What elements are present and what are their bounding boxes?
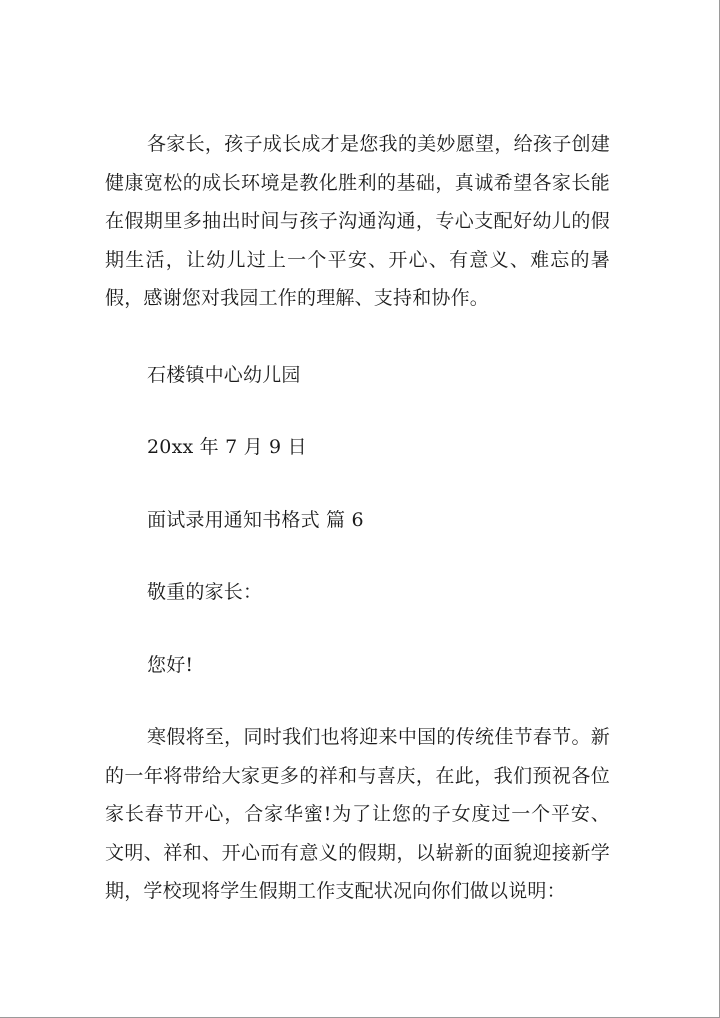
section-title: 面试录用通知书格式 篇 6 (147, 508, 364, 531)
document-body (105, 125, 610, 911)
closing-paragraph: 各家长，孩子成长成才是您我的美妙愿望，给孩子创建健康宽松的成长环境是教化胜利的基础，真诚希望各家长能在假期里多抽出时间与孩子沟通沟通，专心支配好幼儿的假期生活，让幼儿过上一个平安、开心、有意义、难忘的暑假，感谢您对我园工作的理解、支持和协作。 (105, 133, 610, 309)
signature-organization: 石楼镇中心幼儿园 (147, 363, 301, 386)
signature-date: 20xx 年 7 月 9 日 (147, 436, 307, 458)
body-paragraph: 寒假将至，同时我们也将迎来中国的传统佳节春节。新的一年将带给大家更多的祥和与喜庆，在此，我们预祝各位家长春节开心，合家华蜜!为了让您的子女度过一个平安、文明、祥和、开心而有意义的假期，以崭新的面貌迎接新学期，学校现将学生假期工作支配状况向你们做以说明： (105, 726, 610, 902)
salutation: 敬重的家长： (147, 581, 263, 603)
greeting: 您好! (147, 653, 194, 676)
